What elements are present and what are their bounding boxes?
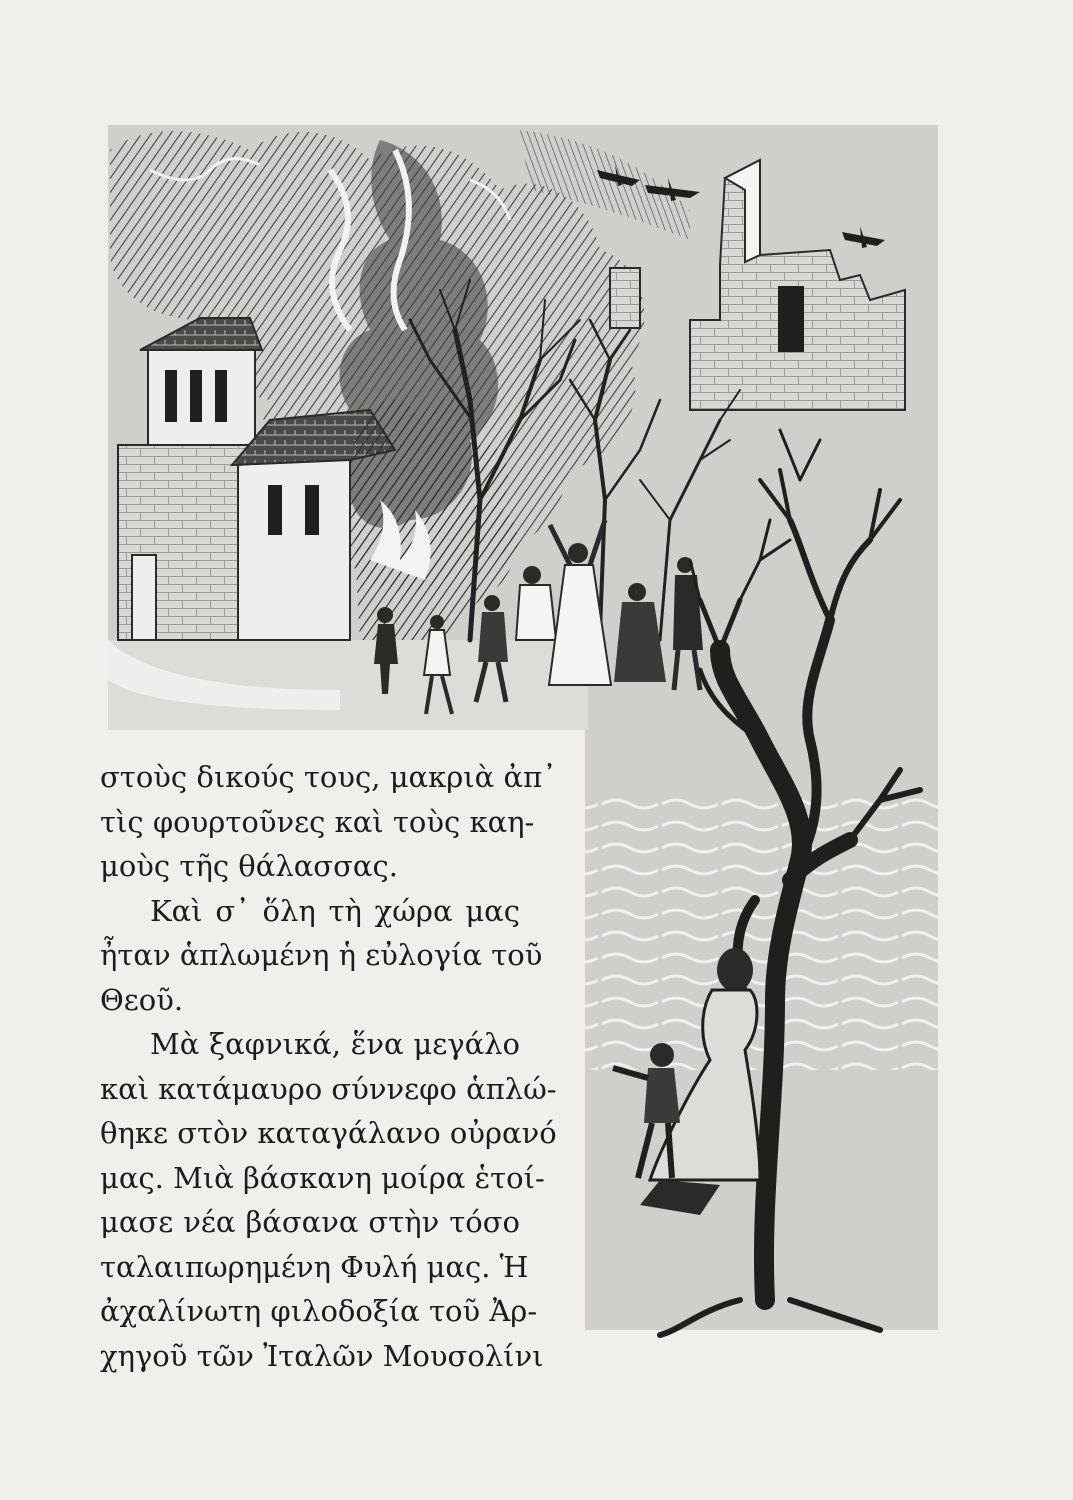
text-line: Θεοῦ. [100, 982, 184, 1017]
paragraph-3 [100, 1022, 520, 1067]
text-line: ἦταν ἁπλωμένη ἡ εὐλογία τοῦ [100, 938, 543, 972]
text-line: μοὺς τῆς θάλασσας. [100, 849, 398, 883]
text-line: καὶ κατάμαυρο σύννεφο ἁπλώ- [100, 1071, 557, 1106]
text-line: μας. Μιὰ βάσκανη μοίρα ἑτοί- [100, 1160, 545, 1195]
paragraph-1 [100, 755, 557, 889]
body-text [100, 755, 557, 1378]
paragraph-2-continued [100, 933, 543, 1022]
text-line: Μὰ ξαφνικά, ἕνα μεγάλο [150, 1027, 520, 1061]
text-line: τὶς φουρτοῦνες καὶ τοὺς καη- [100, 804, 535, 839]
paragraph-3-continued [100, 1067, 557, 1379]
text-line: Καὶ σ᾽ ὅλη τὴ χώρα μας [150, 893, 520, 928]
text-line: ταλαιπωρημένη Φυλή μας. Ἡ [100, 1249, 529, 1284]
text-line: στοὺς δικούς τους, μακριὰ ἀπ᾽ [100, 760, 557, 794]
text-line: χηγοῦ τῶν Ἰταλῶν Μουσολίνι [100, 1338, 544, 1373]
text-line: θηκε στὸν καταγάλανο οὐρανό [100, 1116, 557, 1150]
paragraph-2 [100, 889, 520, 934]
text-line: μασε νέα βάσανα στὴν τόσο [100, 1205, 520, 1239]
text-line: ἀχαλίνωτη φιλοδοξία τοῦ Ἀρ- [100, 1294, 538, 1328]
